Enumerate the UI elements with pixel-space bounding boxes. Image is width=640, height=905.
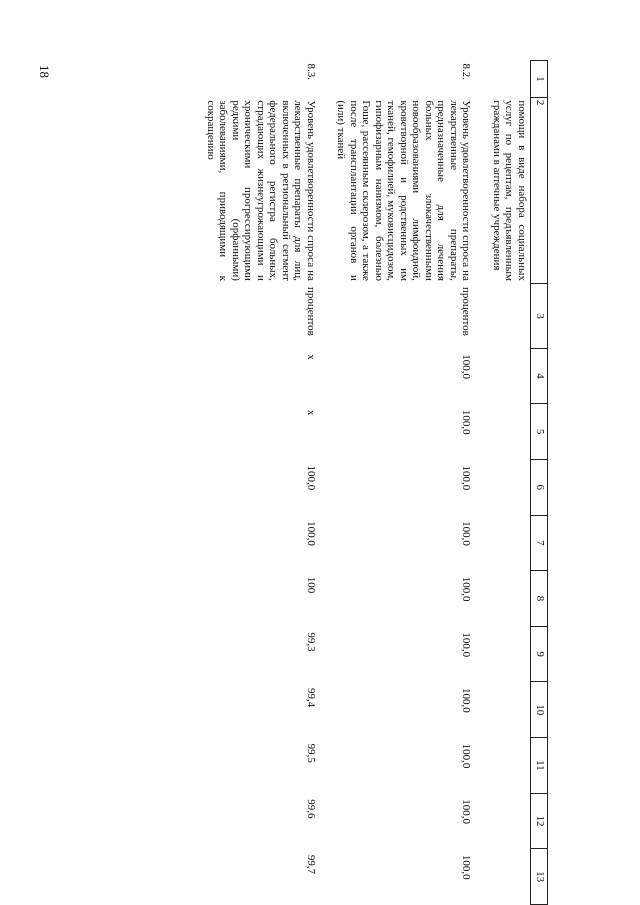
column-header: 4 bbox=[531, 348, 548, 404]
value-cell bbox=[489, 626, 531, 682]
value-cell: 100,0 bbox=[305, 521, 317, 546]
indicators-table bbox=[203, 60, 549, 905]
column-header: 5 bbox=[531, 404, 548, 460]
value-cell: 100,0 bbox=[460, 854, 473, 880]
column-header: 9 bbox=[531, 626, 548, 682]
value-cell: x bbox=[305, 354, 317, 360]
column-header: 7 bbox=[531, 515, 548, 571]
value-cell: 100,0 bbox=[460, 743, 473, 769]
column-header: 1 bbox=[531, 61, 548, 98]
table-row bbox=[489, 61, 531, 905]
page-number: 18 bbox=[37, 65, 52, 78]
row-number: 8.2. bbox=[460, 63, 473, 80]
column-header: 13 bbox=[531, 849, 548, 905]
value-cell: 99,6 bbox=[305, 799, 317, 819]
value-cell: 99,5 bbox=[305, 743, 317, 763]
value-cell: 100,0 bbox=[460, 576, 473, 602]
value-cell: 100,0 bbox=[460, 465, 473, 491]
value-cell: 100,0 bbox=[460, 632, 473, 658]
column-numbers-row bbox=[531, 61, 548, 905]
row-number bbox=[489, 61, 531, 98]
column-header: 6 bbox=[531, 459, 548, 515]
value-cell: 100,0 bbox=[460, 521, 473, 546]
column-header: 10 bbox=[531, 682, 548, 738]
value-cell: 99,3 bbox=[305, 632, 317, 652]
value-cell: 99,4 bbox=[305, 687, 317, 708]
indicator-name: помощи в виде набора социальных услуг по рецептам, предъявленным гражданами в аптечные учреждения bbox=[491, 100, 528, 281]
value-cell: 99,7 bbox=[305, 854, 317, 875]
unit bbox=[489, 284, 531, 348]
value-cell bbox=[489, 459, 531, 515]
value-cell bbox=[489, 793, 531, 849]
unit: процентов bbox=[305, 286, 317, 336]
value-cell: 100,0 bbox=[460, 799, 473, 824]
value-cell: 100 bbox=[305, 576, 317, 594]
indicator-name: Уровень удовлетворенности спроса на лекарственные препараты, предназначенные для лечения больных злокачественными новообразованиями лимфоидной, кроветворной и родственных им тканей, гемофилией, муковисцидозом, гипофизарным нанизмом, болезнью Гоше, рассеянным склерозом, а также после трансплантации органов и (или) тканей bbox=[335, 100, 473, 281]
column-header: 12 bbox=[531, 793, 548, 849]
column-header: 8 bbox=[531, 571, 548, 627]
unit: процентов bbox=[460, 286, 473, 336]
value-cell bbox=[489, 515, 531, 571]
row-number: 8.3. bbox=[305, 63, 317, 80]
table-row bbox=[203, 61, 320, 905]
value-cell bbox=[489, 348, 531, 404]
column-header: 3 bbox=[531, 284, 548, 348]
value-cell: 100,0 bbox=[460, 354, 473, 379]
value-cell bbox=[489, 682, 531, 738]
value-cell bbox=[489, 571, 531, 627]
value-cell: x bbox=[305, 409, 317, 416]
value-cell: 100,0 bbox=[460, 409, 473, 435]
value-cell: 100,0 bbox=[305, 465, 317, 491]
value-cell bbox=[489, 404, 531, 460]
indicator-name: Уровень удовлетворенности спроса на лекарственные препараты для лиц, включенных в региональный сегмент федерального регистра больных, страдающих жизнеугрожающими и хроническими прогрессирующими редкими (орфанными) заболеваниями, приводящими к сокращению bbox=[205, 100, 317, 281]
column-header: 2 bbox=[531, 97, 548, 284]
table-row bbox=[333, 61, 475, 905]
value-cell bbox=[489, 849, 531, 905]
value-cell bbox=[489, 738, 531, 794]
value-cell: 100,0 bbox=[460, 687, 473, 713]
column-header: 11 bbox=[531, 738, 548, 794]
